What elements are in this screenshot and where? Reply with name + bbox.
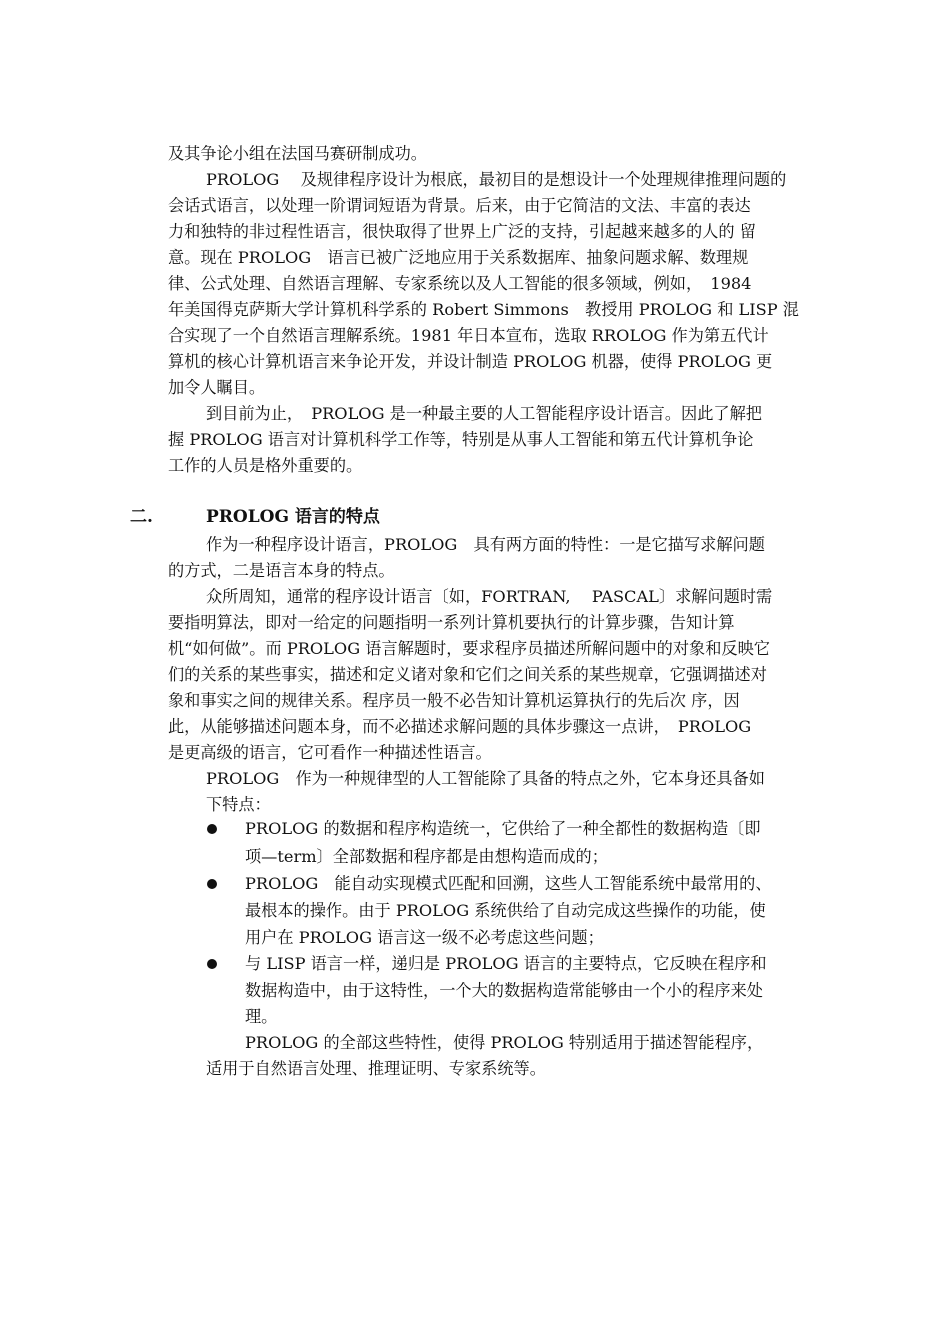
section-number: 二. — [130, 507, 153, 527]
text-line: 们的关系的某些事实，描述和定义诸对象和它们之间关系的某些规章，它强调描述对 — [168, 665, 767, 684]
text-line: 律、公式处理、自然语言理解、专家系统以及人工智能的很多领域，例如， 1984 — [168, 274, 752, 293]
text-line: 到目前为止， PROLOG 是一种最主要的人工智能程序设计语言。因此了解把 — [206, 404, 762, 423]
text-line: PROLOG 及规律程序设计为根底，最初目的是想设计一个处理规律推理问题的 — [206, 170, 787, 189]
text-line: 意。现在 PROLOG 语言已被广泛地应用于关系数据库、抽象问题求解、数理规 — [168, 248, 749, 267]
list-item-line: PROLOG 的数据和程序构造统一，它供给了一种全都性的数据构造〔即 — [245, 819, 761, 838]
list-item-line: 数据构造中，由于这特性，一个大的数据构造常能够由一个小的程序来处 — [245, 981, 763, 1000]
list-item-line: PROLOG 能自动实现模式匹配和回溯，这些人工智能系统中最常用的、 — [245, 874, 772, 893]
bullet-dot — [207, 959, 217, 969]
list-item-line: 与 LISP 语言一样，递归是 PROLOG 语言的主要特点，它反映在程序和 — [245, 954, 767, 973]
text-line: 算机的核心计算机语言来争论开发，并设计制造 PROLOG 机器，使得 PROLOG 更 — [168, 352, 773, 371]
text-line: PROLOG 的全部这些特性，使得 PROLOG 特别适用于描述智能程序， — [245, 1033, 764, 1052]
text-line: 合实现了一个自然语言理解系统。1981 年日本宣布，选取 RROLOG 作为第五代计 — [168, 326, 769, 345]
list-item-line: 项—term〕全部数据和程序都是由想构造而成的； — [245, 847, 608, 866]
text-line: 会话式语言，以处理一阶谓词短语为背景。后来，由于它简洁的文法、丰富的表达 — [168, 196, 751, 215]
list-item-line: 理。 — [245, 1007, 278, 1026]
bullet-dot — [207, 879, 217, 889]
text-line: 象和事实之间的规律关系。程序员一般不必告知计算机运算执行的先后次 序，因 — [168, 691, 740, 710]
section-title: PROLOG 语言的特点 — [206, 507, 380, 527]
text-line: 机“如何做”。而 PROLOG 语言解题时，要求程序员描述所解问题中的对象和反映它 — [168, 639, 770, 658]
text-line: 握 PROLOG 语言对计算机科学工作等，特别是从事人工智能和第五代计算机争论 — [168, 430, 754, 449]
text-line: 是更高级的语言，它可看作一种描述性语言。 — [168, 743, 492, 762]
text-line: 工作的人员是格外重要的。 — [168, 456, 363, 475]
list-item-line: 用户在 PROLOG 语言这一级不必考虑这些问题； — [245, 928, 604, 947]
text-line: 作为一种程序设计语言，PROLOG 具有两方面的特性：一是它描写求解问题 — [206, 535, 765, 554]
text-line: PROLOG 作为一种规律型的人工智能除了具备的特点之外，它本身还具备如 — [206, 769, 765, 788]
text-line: 下特点： — [206, 795, 271, 814]
list-item-line: 最根本的操作。由于 PROLOG 系统供给了自动完成这些操作的功能，使 — [245, 901, 766, 920]
text-line: 此，从能够描述问题本身，而不必描述求解问题的具体步骤这一点讲， PROLOG — [168, 717, 752, 736]
bullet-dot — [207, 824, 217, 834]
text-line: 力和独特的非过程性语言，很快取得了世界上广泛的支持，引起越来越多的人的 留 — [168, 222, 756, 241]
text-line: 及其争论小组在法国马赛研制成功。 — [168, 144, 427, 163]
text-line: 的方式，二是语言本身的特点。 — [168, 561, 395, 580]
text-line: 加令人瞩目。 — [168, 378, 266, 397]
text-line: 适用于自然语言处理、推理证明、专家系统等。 — [206, 1059, 546, 1078]
text-line: 年美国得克萨斯大学计算机科学系的 Robert Simmons 教授用 PROLOG 和 LISP 混 — [168, 300, 799, 319]
text-line: 要指明算法，即对一给定的问题指明一系列计算机要执行的计算步骤，告知计算 — [168, 613, 735, 632]
text-line: 众所周知，通常的程序设计语言〔如，FORTRAN, PASCAL〕求解问题时需 — [206, 587, 773, 606]
